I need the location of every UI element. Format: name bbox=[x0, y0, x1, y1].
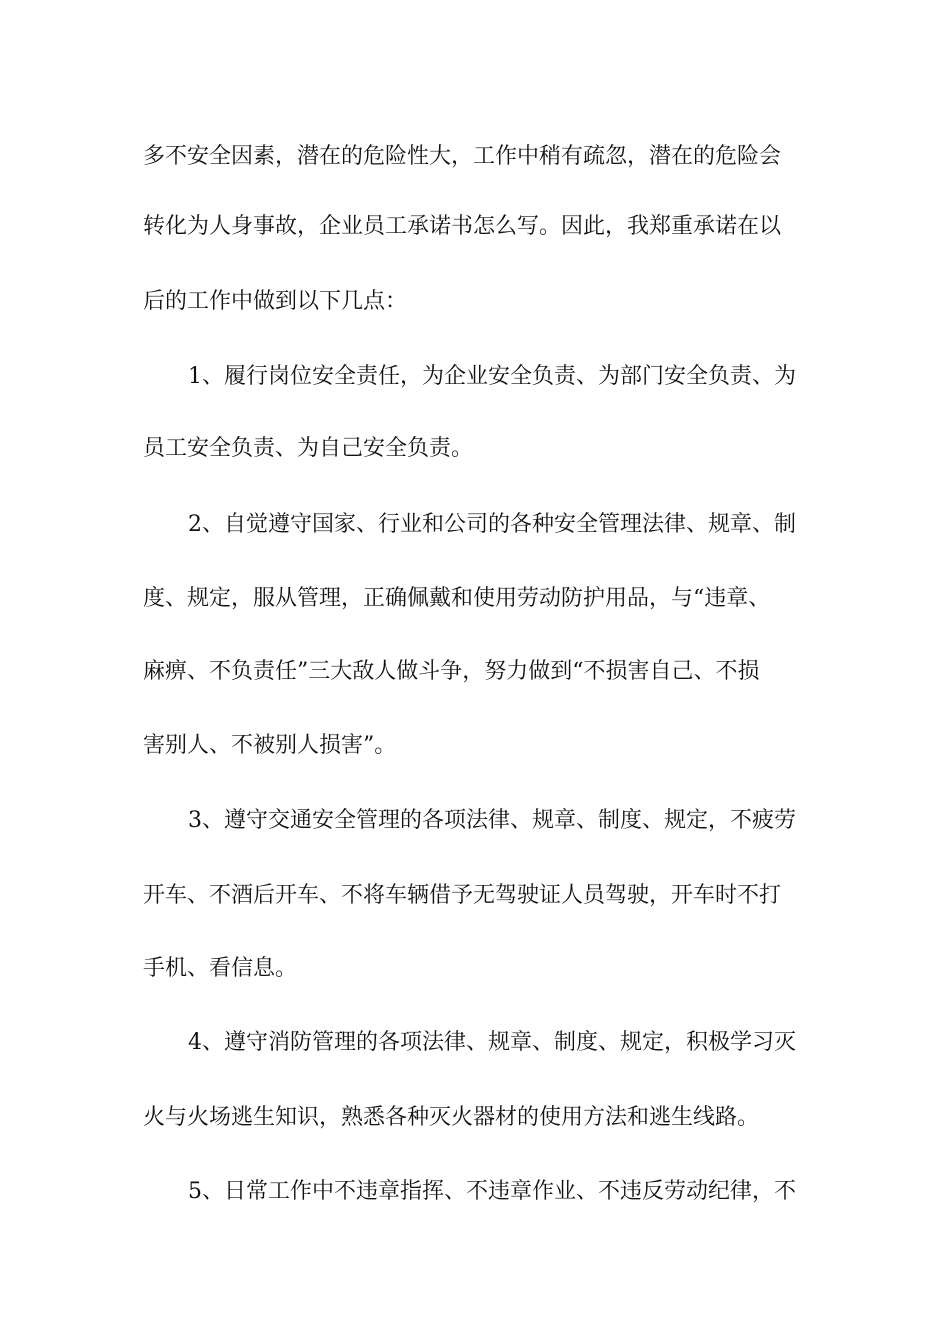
text-line: 手机、看信息。 bbox=[143, 956, 298, 981]
text-line: 害别人、不被别人损害”。 bbox=[143, 733, 397, 758]
text-line: 麻痹、不负责任”三大敌人做斗争，努力做到“不损害自己、不损 bbox=[143, 659, 760, 684]
text-line: 度、规定，服从管理，正确佩戴和使用劳动防护用品，与“违章、 bbox=[143, 586, 771, 611]
text-line: 转化为人身事故，企业员工承诺书怎么写。因此，我郑重承诺在以 bbox=[143, 214, 782, 239]
text-line: 多不安全因素，潜在的危险性大，工作中稍有疏忽，潜在的危险会 bbox=[143, 144, 782, 169]
text-line: 开车、不酒后开车、不将车辆借予无驾驶证人员驾驶，开车时不打 bbox=[143, 883, 782, 908]
list-item-4-line: 4、遵守消防管理的各项法律、规章、制度、规定，积极学习灭 bbox=[188, 1030, 796, 1055]
list-item-2-line: 2、自觉遵守国家、行业和公司的各种安全管理法律、规章、制 bbox=[188, 512, 796, 537]
text-line: 后的工作中做到以下几点： bbox=[143, 289, 408, 314]
text-line: 火与火场逃生知识，熟悉各种灭火器材的使用方法和逃生线路。 bbox=[143, 1105, 760, 1130]
list-item-5-line: 5、日常工作中不违章指挥、不违章作业、不违反劳动纪律，不 bbox=[188, 1179, 796, 1204]
list-item-3-line: 3、遵守交通安全管理的各项法律、规章、制度、规定，不疲劳 bbox=[188, 808, 796, 833]
text-line: 员工安全负责、为自己安全负责。 bbox=[143, 436, 474, 461]
list-item-1-line: 1、履行岗位安全责任，为企业安全负责、为部门安全负责、为 bbox=[188, 364, 796, 389]
